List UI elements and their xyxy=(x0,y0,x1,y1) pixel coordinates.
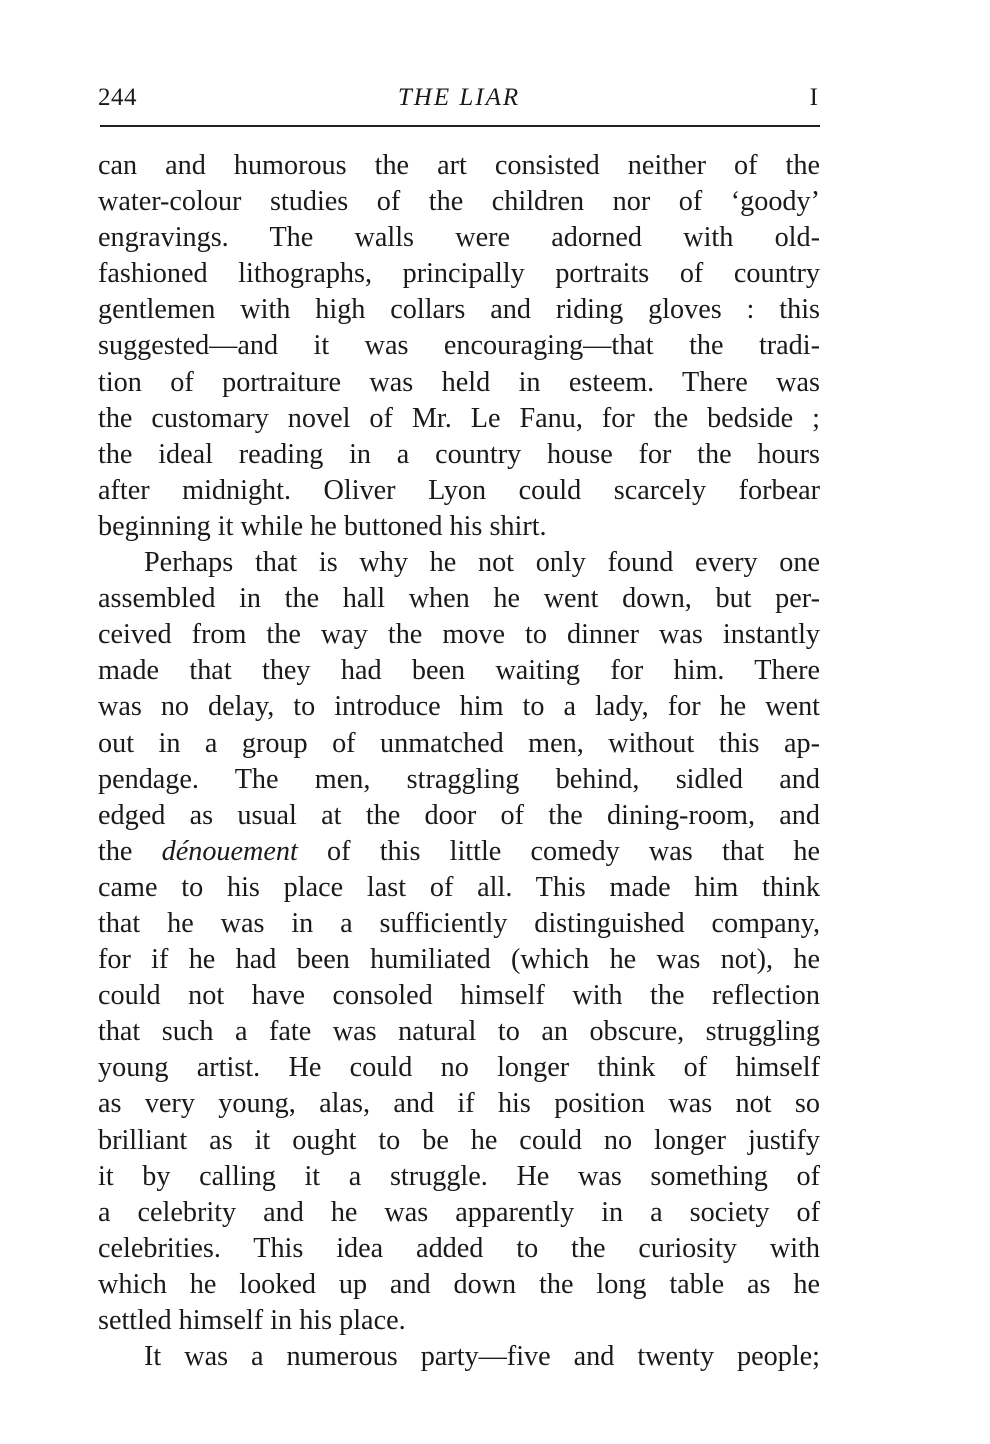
text-line: tion of portraiture was held in esteem. There was xyxy=(98,366,820,398)
text-line: settled himself in his place. xyxy=(98,1305,406,1336)
text-line: young artist. He could no longer think of himself xyxy=(98,1052,820,1084)
signature-mark: I xyxy=(809,84,818,111)
text-line: which he looked up and down the long table as he xyxy=(98,1268,820,1300)
text-segment: the xyxy=(98,835,162,867)
italic-word: dénouement xyxy=(161,835,298,867)
text-line: Perhaps that is why he not only found every one xyxy=(144,547,820,579)
text-line: assembled in the hall when he went down, but per- xyxy=(98,583,820,615)
text-line: out in a group of unmatched men, without this ap- xyxy=(98,727,820,759)
text-line: suggested—and it was encouraging—that the tradi- xyxy=(98,330,820,362)
running-head xyxy=(98,84,820,118)
text-line: made that they had been waiting for him. There xyxy=(98,655,820,687)
text-line: celebrities. This idea added to the curiosity with xyxy=(98,1232,820,1264)
text-line: for if he had been humiliated (which he was not), he xyxy=(98,944,820,976)
text-line: beginning it while he buttoned his shirt. xyxy=(98,510,547,542)
text-line: It was a numerous party—five and twenty people; xyxy=(144,1341,820,1373)
body-text xyxy=(98,148,820,1375)
text-line: a celebrity and he was apparently in a society of xyxy=(98,1196,820,1228)
text-line-with-italic xyxy=(98,834,820,870)
text-line: edged as usual at the door of the dining-room, and xyxy=(98,799,820,831)
text-line: could not have consoled himself with the reflection xyxy=(98,980,820,1012)
text-line: can and humorous the art consisted neither of the xyxy=(98,150,820,181)
text-line: ceived from the way the move to dinner was instantly xyxy=(98,619,820,651)
text-line: came to his place last of all. This made him think xyxy=(98,871,820,903)
text-line: brilliant as it ought to be he could no longer justify xyxy=(98,1124,820,1156)
page-number: 244 xyxy=(98,84,137,111)
text-line: fashioned lithographs, principally portraits of country xyxy=(98,258,820,290)
text-segment: of this little comedy was that he xyxy=(297,835,821,867)
text-line: the customary novel of Mr. Le Fanu, for the bedside ; xyxy=(98,402,820,434)
text-line: engravings. The walls were adorned with old- xyxy=(98,222,820,254)
text-line: it by calling it a struggle. He was something of xyxy=(98,1160,820,1192)
text-line: water-colour studies of the children nor of ‘goody’ xyxy=(98,186,820,218)
text-line: gentlemen with high collars and riding gloves : this xyxy=(98,294,820,326)
text-line: as very young, alas, and if his position was not so xyxy=(98,1088,820,1120)
text-line: pendage. The men, straggling behind, sidled and xyxy=(98,763,820,795)
text-line: was no delay, to introduce him to a lady, for he went xyxy=(98,691,820,723)
text-line: that such a fate was natural to an obscure, struggling xyxy=(98,1016,820,1048)
text-line: after midnight. Oliver Lyon could scarcely forbear xyxy=(98,474,820,506)
text-line: that he was in a sufficiently distinguished company, xyxy=(98,907,820,939)
text-line: the ideal reading in a country house for the hours xyxy=(98,438,820,470)
header-rule xyxy=(100,125,820,127)
running-title: THE LIAR xyxy=(397,84,521,111)
